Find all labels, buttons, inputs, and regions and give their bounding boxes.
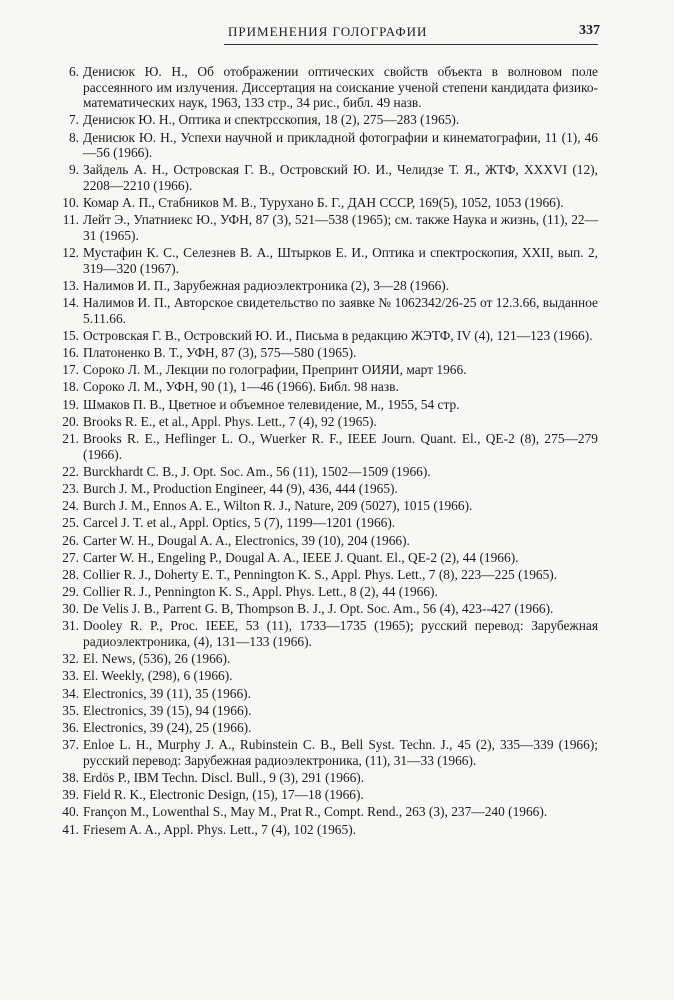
reference-text: Мустафин К. С., Селезнев В. А., Штырков Е. И., Оптика и спектроскопия, XXII, вып. 2, 319—320 (1967).: [83, 245, 598, 276]
reference-number: 38.: [62, 769, 79, 785]
reference-item: [62, 397, 598, 413]
reference-text: Electronics, 39 (15), 94 (1966).: [83, 702, 252, 718]
reference-number: 34.: [62, 685, 79, 701]
reference-number: 24.: [62, 498, 79, 514]
reference-item: [62, 601, 598, 617]
reference-text: Денисюк Ю. Н., Успехи научной и прикладной фотографии и кинематографии, 11 (1), 46—56 (1966).: [83, 129, 598, 161]
reference-text: Шмаков П. В., Цветное и объемное телевидение, М., 1955, 54 стр.: [83, 396, 460, 412]
reference-item: [62, 481, 598, 497]
reference-number: 6.: [68, 64, 79, 79]
reference-number: 15.: [62, 327, 79, 343]
reference-item: [62, 362, 598, 378]
reference-item: [62, 533, 598, 549]
reference-number: 39.: [62, 787, 79, 803]
reference-text: El. Weekly, (298), 6 (1966).: [83, 668, 233, 684]
reference-text: Field R. K., Electronic Design, (15), 17—18 (1966).: [83, 787, 364, 803]
reference-item: [62, 567, 598, 583]
reference-number: 27.: [62, 549, 79, 565]
reference-number: 41.: [62, 821, 79, 837]
reference-text: Electronics, 39 (24), 25 (1966).: [83, 719, 252, 735]
reference-number: 25.: [62, 515, 79, 531]
reference-number: 20.: [62, 413, 79, 429]
reference-text: Burch J. M., Production Engineer, 44 (9), 436, 444 (1965).: [83, 480, 398, 496]
reference-item: [62, 245, 598, 276]
reference-text: Сороко Л. М., Лекции по голографии, Препринт ОИЯИ, март 1966.: [83, 362, 467, 378]
reference-number: 12.: [62, 245, 79, 261]
reference-number: 16.: [62, 345, 79, 361]
reference-text: Collier R. J., Pennington K. S., Appl. Phys. Lett., 8 (2), 44 (1966).: [83, 584, 438, 600]
reference-item: [62, 822, 598, 838]
reference-number: 10.: [62, 195, 79, 211]
reference-item: [62, 431, 598, 462]
running-title: ПРИМЕНЕНИЯ ГОЛОГРАФИИ: [228, 24, 428, 39]
reference-text: Комар А. П., Стабников М. В., Турухано Б. Г., ДАН СССР, 169(5), 1052, 1053 (1966).: [83, 195, 564, 211]
reference-text: Collier R. J., Doherty E. T., Pennington K. S., Appl. Phys. Lett., 7 (8), 223—225 (1965).: [83, 566, 558, 582]
reference-text: Brooks R. E., Heflinger L. O., Wuerker R. F., IEEE Journ. Quant. El., QE-2 (8), 275—279 (1966).: [83, 430, 598, 462]
reference-number: 26.: [62, 532, 79, 548]
reference-number: 23.: [62, 480, 79, 496]
reference-text: Burch J. M., Ennos A. E., Wilton R. J., Nature, 209 (5027), 1015 (1966).: [83, 498, 473, 514]
reference-text: Erdös P., IBM Techn. Discl. Bull., 9 (3), 291 (1966).: [83, 769, 365, 785]
reference-number: 7.: [68, 112, 79, 128]
reference-number: 36.: [62, 719, 79, 735]
reference-item: [62, 345, 598, 361]
reference-number: 28.: [62, 566, 79, 582]
reference-text: Enloe L. H., Murphy J. A., Rubinstein C. B., Bell Syst. Techn. J., 45 (2), 335—339 (1966); русский перевод: Зарубежная радиоэлектроника, (11), 31—33 (1966).: [83, 737, 598, 768]
reference-text: De Velis J. B., Parrent G. B, Thompson B. J., J. Opt. Soc. Am., 56 (4), 423--427 (1966).: [83, 601, 554, 617]
reference-item: [62, 130, 598, 161]
reference-number: 40.: [62, 804, 79, 820]
reference-item: [62, 464, 598, 480]
reference-item: [62, 787, 598, 803]
reference-item: [62, 379, 598, 395]
reference-item: [62, 618, 598, 649]
reference-item: [62, 668, 598, 684]
reference-text: Платоненко В. Т., УФН, 87 (3), 575—580 (1965).: [83, 345, 357, 361]
reference-text: Сороко Л. М., УФН, 90 (1), 1—46 (1966). Библ. 98 назв.: [83, 379, 399, 395]
reference-number: 22.: [62, 463, 79, 479]
reference-text: Dooley R. P., Proc. IEEE, 53 (11), 1733—1735 (1965); русский перевод: Зарубежная радиоэлектроника, (4), 131—133 (1966).: [83, 618, 598, 650]
reference-item: [62, 278, 598, 294]
reference-item: [62, 515, 598, 531]
reference-item: [62, 720, 598, 736]
reference-item: [62, 686, 598, 702]
reference-number: 9.: [68, 162, 79, 178]
reference-text: El. News, (536), 26 (1966).: [83, 651, 231, 667]
reference-item: [62, 584, 598, 600]
header-rule: [224, 44, 598, 45]
reference-number: 8.: [68, 129, 79, 145]
reference-text: Денисюк Ю. Н., Об отображении оптических свойств объекта в волновом поле рассеянного им излучения. Диссертация на соискание ученой степени кандидата физико-математических наук, 1963, 133 стр., 34 рис., библ. 49 назв.: [83, 64, 598, 111]
reference-number: 17.: [62, 362, 79, 378]
reference-item: [62, 328, 598, 344]
reference-item: [62, 651, 598, 667]
reference-number: 32.: [62, 651, 79, 667]
reference-number: 14.: [62, 295, 79, 311]
reference-text: Лейт Э., Упатниекс Ю., УФН, 87 (3), 521—538 (1965); см. также Наука и жизнь, (11), 22—31 (1965).: [83, 212, 598, 243]
reference-text: Зайдель А. Н., Островская Г. В., Островский Ю. И., Челидзе Т. Я., ЖТФ, XXXVI (12), 2208—2210 (1966).: [83, 162, 598, 193]
reference-text: Burckhardt C. B., J. Opt. Soc. Am., 56 (11), 1502—1509 (1966).: [83, 463, 431, 479]
reference-text: Carcel J. T. et al., Appl. Optics, 5 (7), 1199—1201 (1966).: [83, 515, 396, 531]
reference-item: [62, 550, 598, 566]
reference-number: 19.: [62, 396, 79, 412]
reference-item: [62, 737, 598, 768]
page-number: 337: [579, 23, 600, 38]
reference-item: [62, 295, 598, 326]
reference-text: Brooks R. E., et al., Appl. Phys. Lett., 7 (4), 92 (1965).: [83, 413, 377, 429]
reference-text: Friesem A. A., Appl. Phys. Lett., 7 (4), 102 (1965).: [83, 821, 357, 837]
reference-item: [62, 804, 598, 820]
reference-item: [62, 212, 598, 243]
reference-item: [62, 498, 598, 514]
reference-text: Налимов И. П., Зарубежная радиоэлектроника (2), 3—28 (1966).: [83, 277, 450, 293]
reference-item: [62, 162, 598, 193]
reference-text: Денисюк Ю. Н., Оптика и спектрсскопия, 18 (2), 275—283 (1965).: [83, 112, 460, 128]
reference-item: [62, 64, 598, 111]
reference-list: [62, 64, 598, 839]
reference-number: 30.: [62, 601, 79, 617]
reference-number: 37.: [62, 737, 79, 753]
reference-text: Electronics, 39 (11), 35 (1966).: [83, 685, 251, 701]
reference-number: 35.: [62, 702, 79, 718]
reference-number: 29.: [62, 584, 79, 600]
reference-text: Carter W. H., Dougal A. A., Electronics, 39 (10), 204 (1966).: [83, 532, 410, 548]
reference-number: 11.: [62, 212, 79, 228]
reference-item: [62, 414, 598, 430]
reference-number: 33.: [62, 668, 79, 684]
reference-item: [62, 770, 598, 786]
reference-text: Carter W. H., Engeling P., Dougal A. A., IEEE J. Quant. El., QE-2 (2), 44 (1966).: [83, 549, 519, 565]
reference-item: [62, 195, 598, 211]
reference-text: Налимов И. П., Авторское свидетельство по заявке № 1062342/26-25 от 12.3.66, выданное 5.11.66.: [83, 295, 598, 326]
reference-item: [62, 703, 598, 719]
reference-number: 31.: [62, 618, 79, 634]
reference-number: 18.: [62, 379, 79, 395]
reference-number: 21.: [62, 430, 79, 446]
reference-text: Островская Г. В., Островский Ю. И., Письма в редакцию ЖЭТФ, IV (4), 121—123 (1966).: [83, 327, 593, 343]
running-header: [228, 22, 600, 44]
reference-text: Françon M., Lowenthal S., May M., Prat R., Compt. Rend., 263 (3), 237—240 (1966).: [83, 804, 548, 820]
reference-number: 13.: [62, 277, 79, 293]
reference-item: [62, 112, 598, 128]
